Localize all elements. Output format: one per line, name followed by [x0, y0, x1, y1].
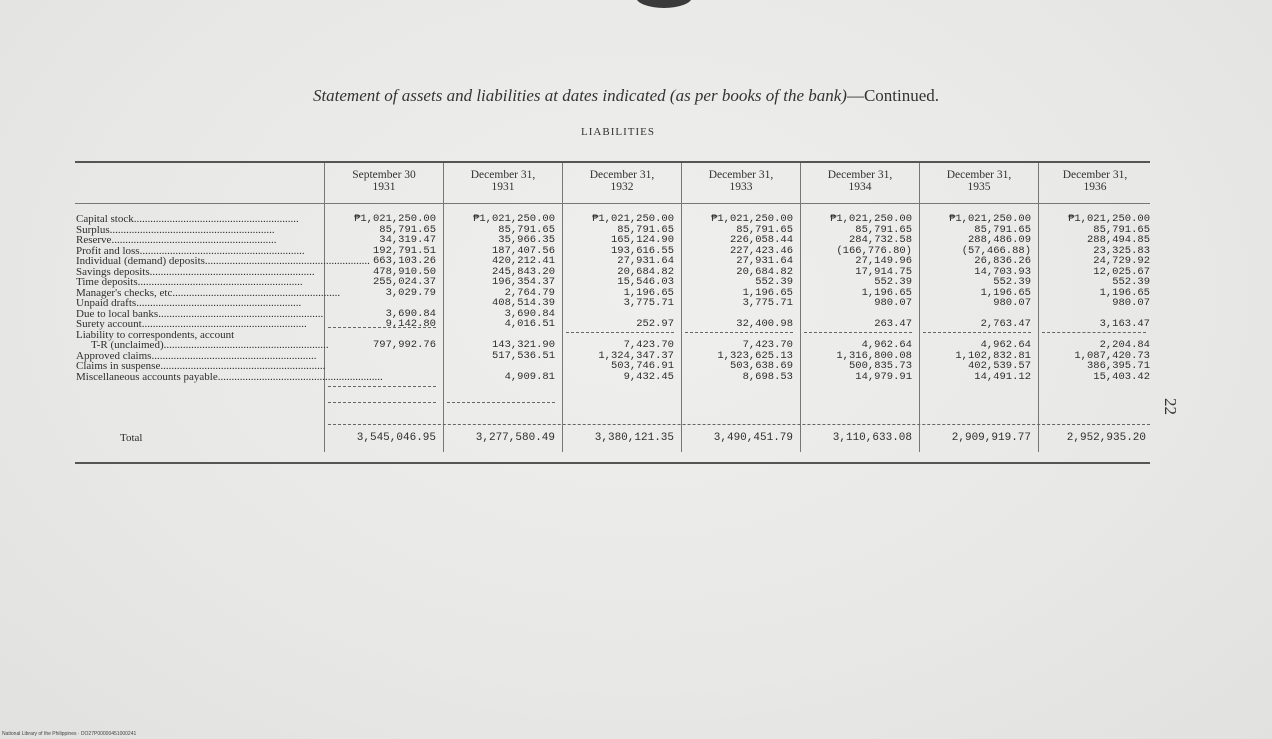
row-labels: [76, 213, 383, 383]
total-value: 2,909,919.77: [951, 432, 1031, 444]
column-divider: [562, 163, 563, 452]
dot-leader: ............................................................: [136, 297, 302, 309]
table-cell: 227,423.46: [729, 244, 793, 257]
table-top-rule: [75, 161, 1150, 163]
dot-leader: ............................................................: [109, 223, 275, 236]
table-cell: 27,149.96: [855, 255, 912, 267]
table-cell: 1,316,800.08: [836, 349, 912, 362]
table-cell: 552.39: [993, 276, 1031, 288]
column-header-year: 1933: [729, 181, 753, 193]
dashed-rule: [328, 386, 436, 387]
table-cell: 24,729.92: [1093, 255, 1150, 267]
table-cell: 1,196.65: [1099, 286, 1150, 299]
table-cell: 1,196.65: [980, 286, 1031, 299]
row-label: Savings deposits............................................................: [76, 265, 315, 278]
table-cell: (166,776.80): [836, 244, 912, 257]
column-header-year: 1931: [491, 181, 515, 193]
row-label: Surety account............................................................: [76, 318, 307, 330]
table-cell: 226,058.44: [729, 234, 793, 246]
table-cell: 1,323,625.13: [717, 349, 793, 362]
footer-watermark: National Library of the Philippines · DO27P00000451000241: [2, 731, 137, 737]
data-column: [326, 214, 436, 382]
table-cell: 34,319.47: [379, 234, 436, 246]
table-cell: 500,835.73: [848, 360, 912, 372]
total-label: Total: [120, 432, 143, 444]
table-cell: [326, 351, 436, 362]
dot-leader: ............................................................: [151, 349, 317, 362]
table-cell: 192,791.51: [372, 244, 436, 257]
table-cell: 3,690.84: [504, 307, 555, 320]
table-cell: 85,791.65: [379, 223, 436, 236]
column-header-1: [326, 169, 442, 193]
table-cell: 14,979.91: [855, 370, 912, 383]
table-cell: 27,931.64: [617, 255, 674, 267]
table-cell: ₱1,021,250.00: [473, 213, 555, 225]
column-divider: [919, 163, 920, 452]
dot-leader: ............................................................: [141, 318, 307, 330]
table-cell: 165,124.90: [610, 234, 674, 246]
section-heading: LIABILITIES: [581, 126, 655, 138]
page-title: [0, 86, 1252, 106]
table-cell: 552.39: [1112, 276, 1150, 288]
table-cell: 187,407.56: [491, 244, 555, 257]
table-cell: 143,321.90: [491, 339, 555, 351]
table-cell: 1,324,347.37: [598, 349, 674, 362]
column-header-date: December 31,: [470, 169, 536, 181]
data-column: [802, 214, 912, 382]
total-value: 3,380,121.35: [594, 432, 674, 444]
table-cell: 3,775.71: [742, 297, 793, 309]
data-column: [445, 214, 555, 382]
table-cell: 196,354.37: [491, 276, 555, 288]
dot-leader: ............................................................: [139, 244, 305, 257]
total-value: 3,545,046.95: [356, 432, 436, 444]
total-value: 3,110,633.08: [832, 432, 912, 444]
table-cell: 20,684.82: [617, 265, 674, 278]
table-cell: 85,791.65: [498, 223, 555, 236]
table-cell: 8,698.53: [742, 370, 793, 383]
table-cell: 14,491.12: [974, 370, 1031, 383]
table-cell: 14,703.93: [974, 265, 1031, 278]
table-cell: 4,909.81: [504, 370, 555, 383]
table-cell: [326, 298, 436, 309]
table-cell: 85,791.65: [1093, 223, 1150, 236]
row-label: Reserve............................................................: [76, 234, 277, 246]
table-cell: 252.97: [636, 318, 674, 330]
dot-leader: ............................................................: [217, 370, 383, 383]
table-cell: 503,746.91: [610, 360, 674, 372]
column-divider: [681, 163, 682, 452]
table-cell: 4,962.64: [980, 339, 1031, 351]
table-cell: 517,536.51: [491, 349, 555, 362]
table-cell: 3,775.71: [623, 297, 674, 309]
table-cell: 85,791.65: [855, 223, 912, 236]
table-cell: ₱1,021,250.00: [592, 213, 674, 225]
table-cell: 15,403.42: [1093, 370, 1150, 383]
row-label: Capital stock............................................................: [76, 213, 299, 225]
row-label: Due to local banks............................................................: [76, 307, 324, 320]
total-value: 3,277,580.49: [475, 432, 555, 444]
table-cell: 4,962.64: [861, 339, 912, 351]
table-cell: ₱1,021,250.00: [1068, 213, 1150, 225]
table-cell: 12,025.67: [1093, 265, 1150, 278]
table-cell: 17,914.75: [855, 265, 912, 278]
dashed-rule: [447, 402, 555, 403]
table-cell: 2,764.79: [504, 286, 555, 299]
row-label: Claims in suspense............................................................: [76, 360, 326, 372]
table-cell: 263.47: [874, 318, 912, 330]
table-cell: 402,539.57: [967, 360, 1031, 372]
dashed-rule: [685, 332, 793, 333]
dot-leader: ............................................................: [137, 276, 303, 288]
table-cell: 193,616.55: [610, 244, 674, 257]
table-cell: 2,204.84: [1099, 339, 1150, 351]
table-cell: 245,843.20: [491, 265, 555, 278]
column-header-date: December 31,: [708, 169, 774, 181]
table-cell: 980.07: [993, 297, 1031, 309]
table-cell: 9,142.80: [385, 318, 436, 330]
table-cell: ₱1,021,250.00: [354, 213, 436, 225]
column-header-year: 1935: [967, 181, 991, 193]
total-value: 3,490,451.79: [713, 432, 793, 444]
row-label: Approved claims............................................................: [76, 349, 317, 362]
table-cell: 980.07: [874, 297, 912, 309]
row-label: Surplus............................................................: [76, 223, 275, 236]
table-cell: 27,931.64: [736, 255, 793, 267]
dashed-rule: [328, 327, 436, 328]
table-cell: 797,992.76: [372, 339, 436, 351]
row-label: Individual (demand) deposits............................................................: [76, 255, 370, 267]
table-cell: 35,966.35: [498, 234, 555, 246]
dot-leader: ............................................................: [111, 234, 277, 246]
table-cell: 3,029.79: [385, 286, 436, 299]
table-cell: 980.07: [1112, 297, 1150, 309]
dashed-rule: [804, 332, 912, 333]
table-cell: [445, 361, 555, 372]
table-cell: 9,432.45: [623, 370, 674, 383]
table-cell: 4,016.51: [504, 318, 555, 330]
column-header-5: [802, 169, 918, 193]
dot-leader: ............................................................: [133, 213, 299, 225]
column-header-7: [1040, 169, 1150, 193]
table-cell: 408,514.39: [491, 297, 555, 309]
table-cell: 663,103.26: [372, 255, 436, 267]
table-cell: 3,163.47: [1099, 318, 1150, 330]
table-cell: 1,102,832.81: [955, 349, 1031, 362]
column-header-year: 1931: [372, 181, 396, 193]
total-value: 2,952,935.20: [1066, 432, 1146, 444]
data-column: [564, 214, 674, 382]
table-cell: [326, 372, 436, 383]
row-label: Time deposits............................................................: [76, 276, 303, 288]
dashed-rule: [566, 332, 674, 333]
column-header-6: [921, 169, 1037, 193]
row-label: Unpaid drafts............................................................: [76, 297, 302, 309]
table-cell: [326, 361, 436, 372]
column-header-date: September 30: [352, 169, 416, 181]
table-cell: 386,395.71: [1086, 360, 1150, 372]
table-cell: 32,400.98: [736, 318, 793, 330]
column-divider: [324, 163, 325, 452]
table-cell: ₱1,021,250.00: [711, 213, 793, 225]
table-cell: 7,423.70: [623, 339, 674, 351]
page-number: 22: [1161, 398, 1180, 415]
column-header-4: [683, 169, 799, 193]
table-cell: 552.39: [874, 276, 912, 288]
row-label: Miscellaneous accounts payable............................................................: [76, 370, 383, 383]
dashed-rule: [923, 332, 1031, 333]
column-header-date: December 31,: [946, 169, 1012, 181]
table-cell: 85,791.65: [736, 223, 793, 236]
column-header-year: 1936: [1083, 181, 1107, 193]
dashed-rule: [328, 424, 1150, 425]
row-label: Manager's checks, etc.............................................................: [76, 286, 341, 299]
title-text: Statement of assets and liabilities at dates indicated (as per books of the bank): [312, 86, 847, 105]
table-cell: 284,732.58: [848, 234, 912, 246]
table-cell: (57,466.88): [961, 244, 1031, 257]
dot-leader: ............................................................: [160, 360, 326, 372]
dot-leader: ............................................................: [175, 286, 341, 299]
table-cell: ₱1,021,250.00: [830, 213, 912, 225]
dot-leader: ............................................................: [204, 255, 370, 267]
column-header-year: 1934: [848, 181, 872, 193]
dot-leader: ............................................................: [158, 307, 324, 320]
column-header-2: [445, 169, 561, 193]
data-column: [921, 214, 1031, 382]
table-cell: 7,423.70: [742, 339, 793, 351]
table-cell: 85,791.65: [974, 223, 1031, 236]
table-cell: ₱1,021,250.00: [949, 213, 1031, 225]
table-cell: 420,212.41: [491, 255, 555, 267]
table-cell: 552.39: [755, 276, 793, 288]
data-column: [1040, 214, 1150, 382]
table-cell: 2,763.47: [980, 318, 1031, 330]
table-cell: 1,196.65: [623, 286, 674, 299]
table-cell: 288,486.09: [967, 234, 1031, 246]
table-cell: 288,494.85: [1086, 234, 1150, 246]
dot-leader: ............................................................: [163, 339, 329, 351]
column-divider: [443, 163, 444, 452]
dot-leader: ............................................................: [149, 265, 315, 278]
row-label: Liability to correspondents, account: [76, 328, 235, 341]
table-cell: 85,791.65: [617, 223, 674, 236]
table-cell: 20,684.82: [736, 265, 793, 278]
table-cell: 3,690.84: [385, 307, 436, 320]
table-cell: 1,196.65: [861, 286, 912, 299]
table-cell: 478,910.50: [372, 265, 436, 278]
column-header-date: December 31,: [1062, 169, 1128, 181]
column-header-year: 1932: [610, 181, 634, 193]
row-label: Profit and loss............................................................: [76, 244, 305, 257]
column-divider: [800, 163, 801, 452]
table-cell: 15,546.03: [617, 276, 674, 288]
column-divider: [1038, 163, 1039, 452]
title-suffix: —Continued.: [846, 86, 940, 105]
header-rule: [75, 203, 1150, 204]
dashed-rule: [328, 402, 436, 403]
table-cell: 255,024.37: [372, 276, 436, 288]
column-header-3: [564, 169, 680, 193]
column-header-date: December 31,: [589, 169, 655, 181]
table-cell: 503,638.69: [729, 360, 793, 372]
table-cell: 26,836.26: [974, 255, 1031, 267]
column-header-date: December 31,: [827, 169, 893, 181]
table-cell: 23,325.83: [1093, 244, 1150, 257]
table-cell: 1,196.65: [742, 286, 793, 299]
table-bottom-rule: [75, 462, 1150, 464]
row-label: T-R (unclaimed)............................................................: [91, 339, 329, 351]
dashed-rule: [1042, 332, 1146, 333]
data-column: [683, 214, 793, 382]
table-cell: 1,087,420.73: [1074, 349, 1150, 362]
